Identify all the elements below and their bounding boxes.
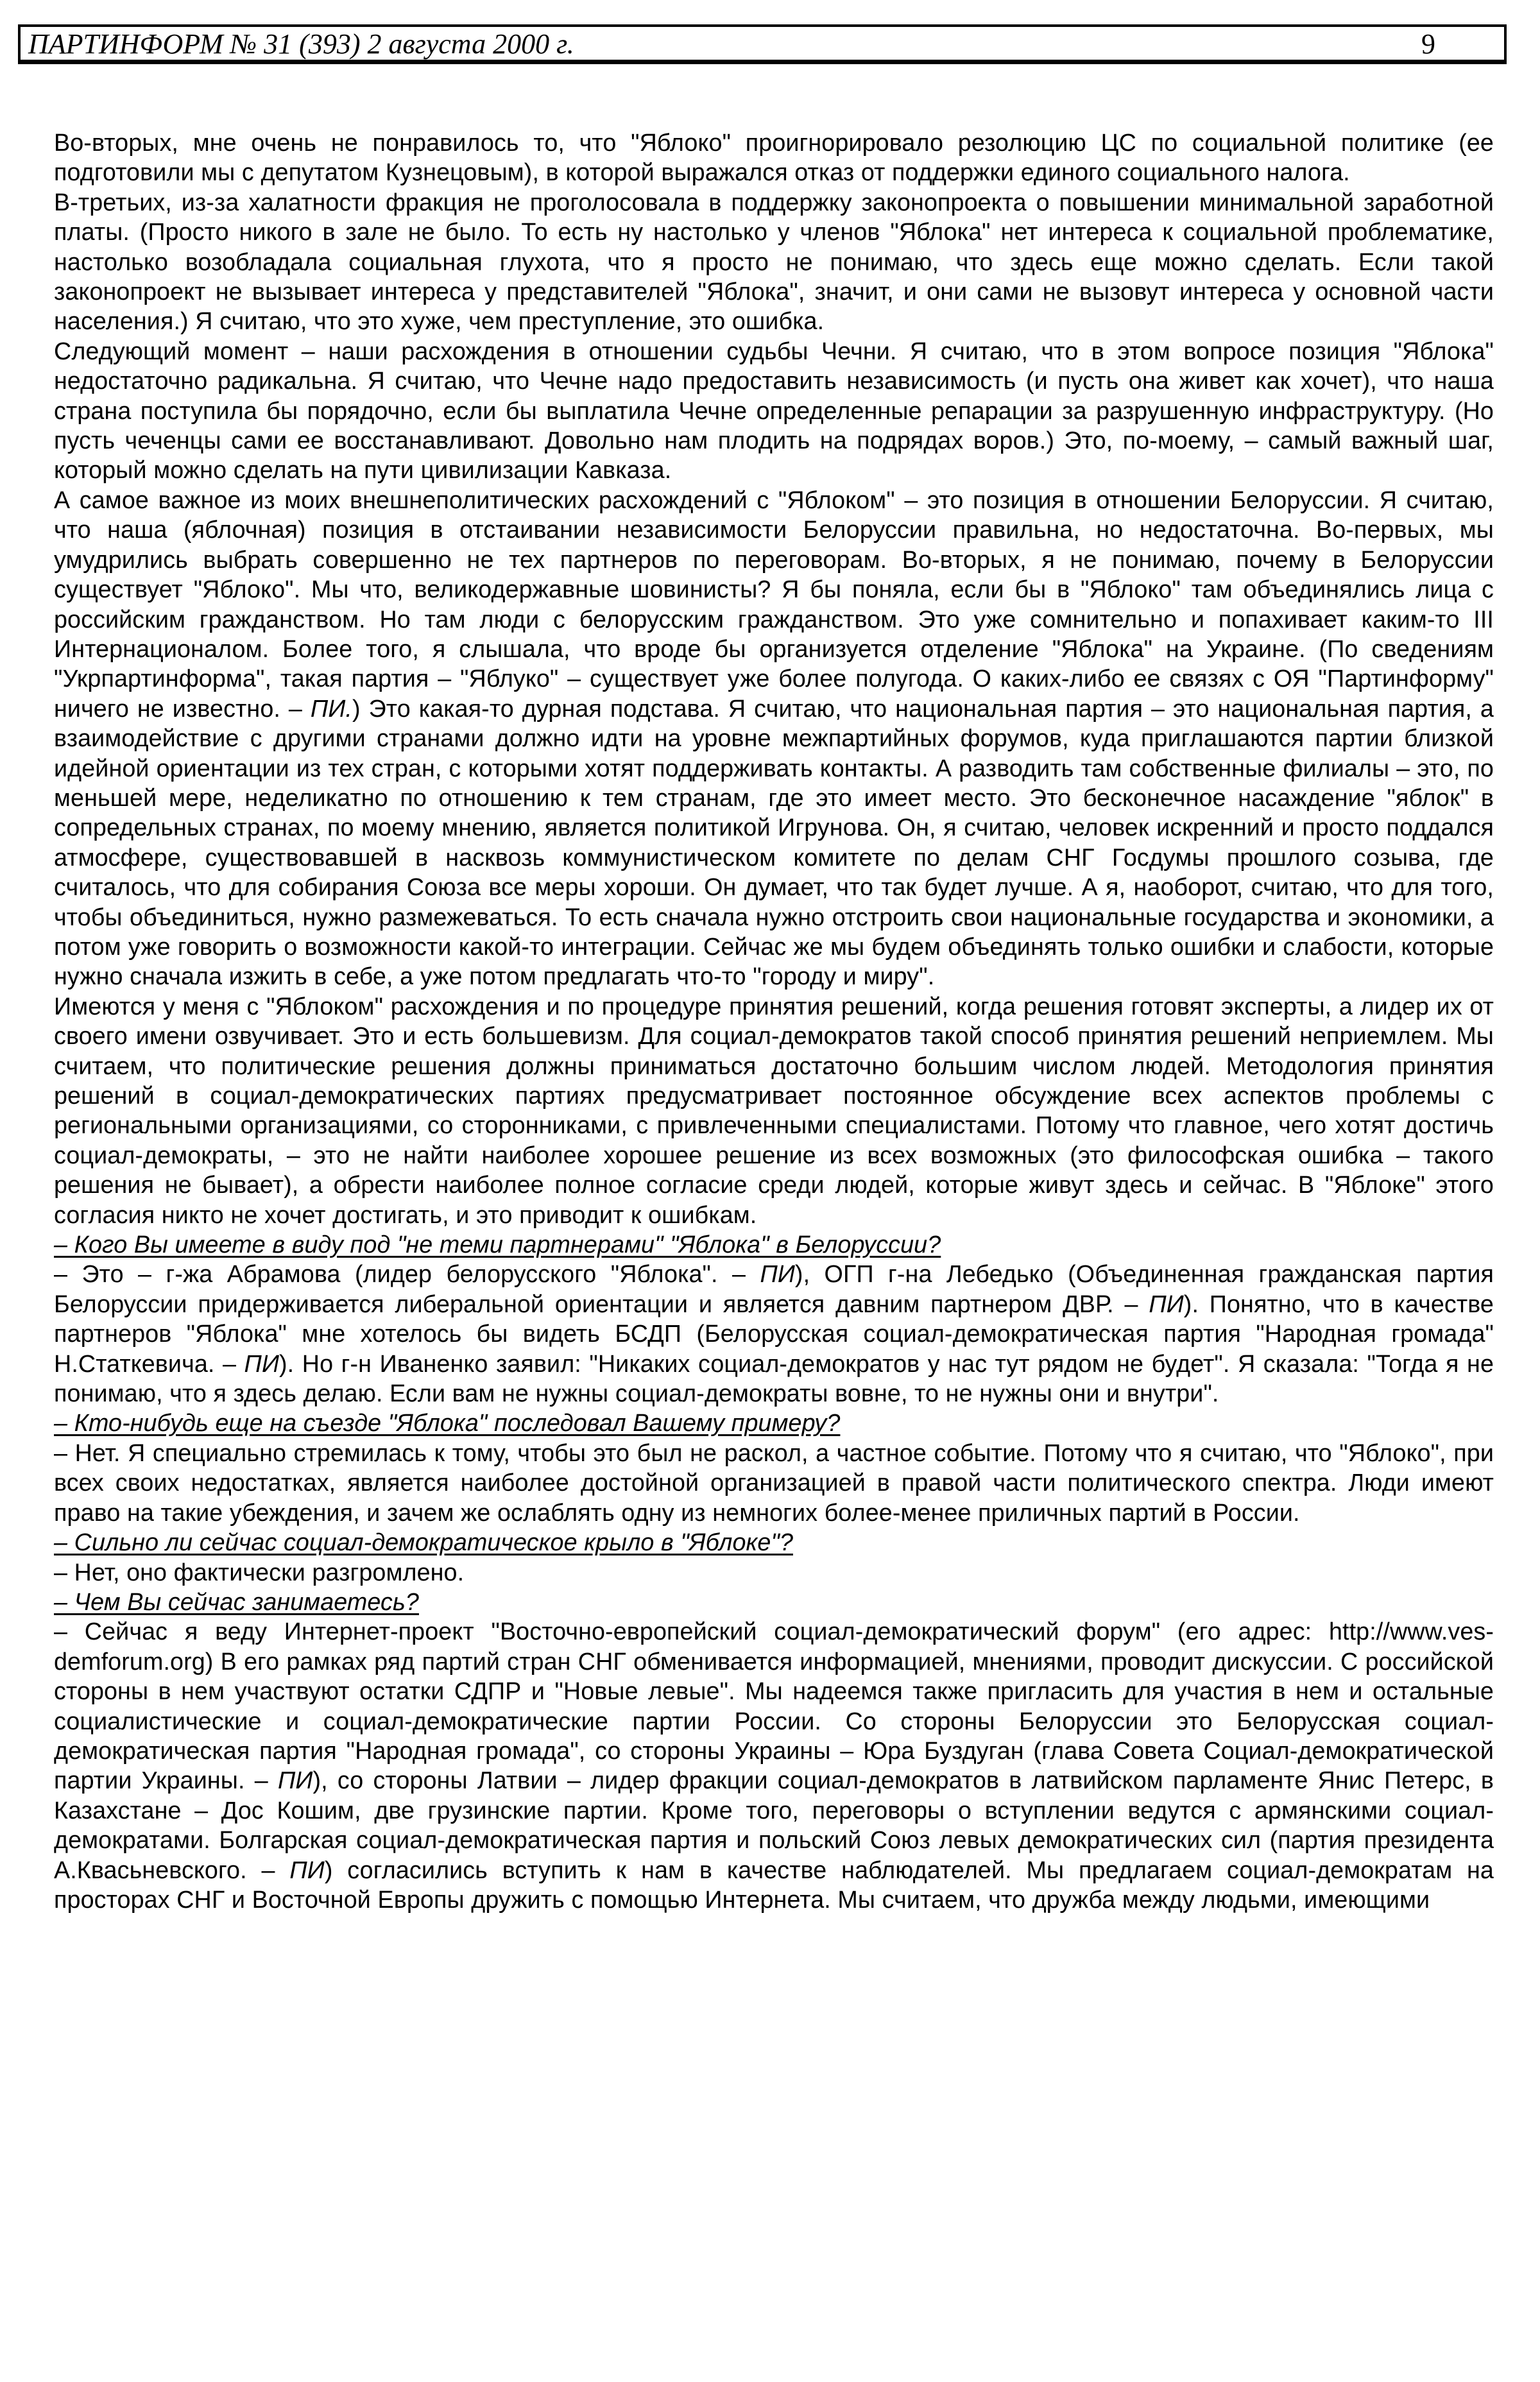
- editor-note-marker: ПИ: [289, 1856, 325, 1883]
- paragraph: Во-вторых, мне очень не понравилось то, что "Яблоко" проигнорировало резолюцию ЦС по социальной политике (ее подготовили мы с депутатом Кузнецовым), в которой выражался отказ от поддержки единого социального налога.: [54, 129, 1494, 186]
- answer-text: – Это – г-жа Абрамова (лидер белорусского "Яблока". –: [54, 1260, 746, 1288]
- answer-text: ), ОГП г-на Лебедько (Объединенная гражданская партия Белоруссии придерживается либеральной ориентации и является давним партнером ДВР. –: [54, 1260, 1494, 1317]
- interview-question: – Чем Вы сейчас занимаетесь?: [54, 1588, 419, 1615]
- answer-text: – Сейчас я веду Интернет-проект "Восточно-европейский социал-демократический форум" (его адрес: http://www.ves-demforum.org) В его рамках ряд партий стран СНГ обменивается информацией, мнениями, проводит дискуссии. С российской стороны в нем участвуют остатки СДПР и "Новые левые". Мы надеемся также пригласить для участия в нем и остальные социалистические и социал-демократические партии России. Со стороны Белоруссии это Белорусская социал-демократическая партия "Народная громада", со стороны Украины – Юра Буздуган (глава Совета Социал-демократической партии Украины. –: [54, 1618, 1494, 1794]
- answer-text: ), со стороны Латвии – лидер фракции социал-демократов в латвийском парламенте Янис Петерс, в Казахстане – Дос Кошим, две грузинские партии. Кроме того, переговоры о вступлении ведутся с армянскими социал-демократами. Болгарская социал-демократическая партия и польский Союз левых демократических сил (партия президента А.Квасьневского. –: [54, 1767, 1494, 1883]
- article-body: [54, 128, 1494, 1914]
- interview-question: – Кто-нибудь еще на съезде "Яблока" последовал Вашему примеру?: [54, 1409, 841, 1437]
- answer-text: ). Понятно, что в качестве партнеров "Яблока" мне хотелось бы видеть БСДП (Белорусская социал-демократическая партия "Народная громада" Н.Статкевича. –: [54, 1290, 1494, 1377]
- editor-note-marker: ПИ: [1149, 1290, 1184, 1317]
- paragraph-text: А самое важное из моих внешнеполитических расхождений с "Яблоком" – это позиция в отношении Белоруссии. Я считаю, что наша (яблочная) позиция в отстаивании независимости Белоруссии правильна, но недостаточна. Во-первых, мы умудрились выбрать совершенно не тех партнеров по переговорам. Во-вторых, я не понимаю, почему в Белоруссии существует "Яблоко". Мы что, великодержавные шовинисты? Я бы поняла, если бы в "Яблоко" там объединялись лица с российским гражданством. Но там люди с белорусским гражданством. Это уже сомнительно и попахивает каким-то III Интернационалом. Более того, я слышала, что вроде бы организуется отделение "Яблока" на Украине. (По сведениям "Укрпартинформа", такая партия – "Яблуко" – существует уже более полугода. О каких-либо ее связях с ОЯ "Партинформу" ничего не известно. –: [54, 486, 1494, 722]
- paragraph: [54, 485, 1494, 991]
- editor-note-marker: ПИ: [760, 1260, 795, 1288]
- paragraph-text: ) Это какая-то дурная подстава. Я считаю, что национальная партия – это национальная партия, а взаимодействие с другими странами должно идти на уровне межпартийных форумов, куда приглашаются партии близкой идейной ориентации из тех стран, с которыми хотят поддерживать контакты. А разводить там собственные филиалы – это, по меньшей мере, неделикатно по отношению к тем странам, где это имеет место. Это бесконечное насаждение "яблок" в сопредельных странах, по моему мнению, является политикой Игрунова. Он, я считаю, человек искренний и просто поддался атмосфере, существовавшей в насквозь коммунистическом комитете по делам СНГ Госдумы прошлого созыва, где считалось, что для собирания Союза все меры хороши. Он думает, что так будет лучше. А я, наоборот, считаю, что для того, чтобы объединиться, нужно размежеваться. То есть сначала нужно отстроить свои национальные государства и экономики, а потом уже говорить о возможности какой-то интеграции. Сейчас же мы будем объединять только ошибки и слабости, которые нужно сначала изжить в себе, а уже потом предлагать что-то "городу и миру".: [54, 694, 1494, 990]
- page-number: 9: [1421, 28, 1435, 60]
- interview-answer: [54, 1616, 1494, 1914]
- header-title: ПАРТИНФОРМ № 31 (393) 2 августа 2000 г.: [28, 28, 574, 60]
- paragraph: Следующий момент – наши расхождения в отношении судьбы Чечни. Я считаю, что в этом вопросе позиция "Яблока" недостаточно радикальна. Я считаю, что Чечне надо предоставить независимость (и пусть она живет как хочет), что наша страна поступила бы порядочно, если бы выплатила Чечне определенные репарации за разрушенную инфраструктуру. (Но пусть чеченцы сами ее восстанавливают. Довольно нам плодить на подрядах воров.) Это, по-моему, – самый важный шаг, который можно сделать на пути цивилизации Кавказа.: [54, 337, 1494, 484]
- interview-answer: [54, 1259, 1494, 1408]
- interview-answer: – Нет. Я специально стремилась к тому, чтобы это был не раскол, а частное событие. Потому что я считаю, что "Яблоко", при всех своих недостатках, является наиболее достойной организацией в правой части политического спектра. Люди имеют право на такие убеждения, и зачем же ослаблять одну из немногих более-менее приличных партий в России.: [54, 1439, 1494, 1526]
- interview-answer: – Нет, оно фактически разгромлено.: [54, 1558, 465, 1586]
- answer-text: ) согласились вступить к нам в качестве наблюдателей. Мы предлагаем социал-демократам на просторах СНГ и Восточной Европы дружить с помощью Интернета. Мы считаем, что дружба между людьми, имеющими: [54, 1856, 1494, 1913]
- paragraph: В-третьих, из-за халатности фракция не проголосовала в поддержку законопроекта о повышении минимальной заработной платы. (Просто никого в зале не было. То есть ну настолько у членов "Яблока" нет интереса к социальной проблематике, настолько возобладала социальная глухота, что я просто не понимаю, что здесь еще можно сделать. Если такой законопроект не вызывает интереса у представителей "Яблока", значит, и они сами не вызовут интереса у основной части населения.) Я считаю, что это хуже, чем преступление, это ошибка.: [54, 188, 1494, 335]
- interview-question: – Кого Вы имеете в виду под "не теми партнерами" "Яблока" в Белоруссии?: [54, 1231, 941, 1258]
- page-header: [18, 24, 1507, 64]
- editor-note-marker: ПИ: [244, 1350, 280, 1377]
- editor-note-marker: ПИ.: [310, 694, 352, 722]
- editor-note-marker: ПИ: [278, 1767, 313, 1794]
- paragraph: Имеются у меня с "Яблоком" расхождения и по процедуре принятия решений, когда решения готовят эксперты, а лидер их от своего имени озвучивает. Это и есть большевизм. Для социал-демократов такой способ принятия решений неприемлем. Мы считаем, что политические решения должны приниматься достаточно большим числом людей. Методология принятия решений в социал-демократических партиях предусматривает постоянное обсуждение всех аспектов проблемы с региональными организациями, со сторонниками, с привлеченными специалистами. Потому что главное, чего хотят достичь социал-демократы, – это не найти наиболее хорошее решение из всех возможных (это философская ошибка – такого решения не бывает), а обрести наиболее полное согласие среди людей, которые живут здесь и сейчас. В "Яблоке" этого согласия никто не хочет достигать, и это приводит к ошибкам.: [54, 992, 1494, 1228]
- answer-text: ). Но г-н Иваненко заявил: "Никаких социал-демократов у нас тут рядом не будет". Я сказала: "Тогда я не понимаю, что я здесь делаю. Если вам не нужны социал-демократы вовне, то не нужны они и внутри".: [54, 1350, 1494, 1407]
- interview-question: – Сильно ли сейчас социал-демократическое крыло в "Яблоке"?: [54, 1529, 793, 1556]
